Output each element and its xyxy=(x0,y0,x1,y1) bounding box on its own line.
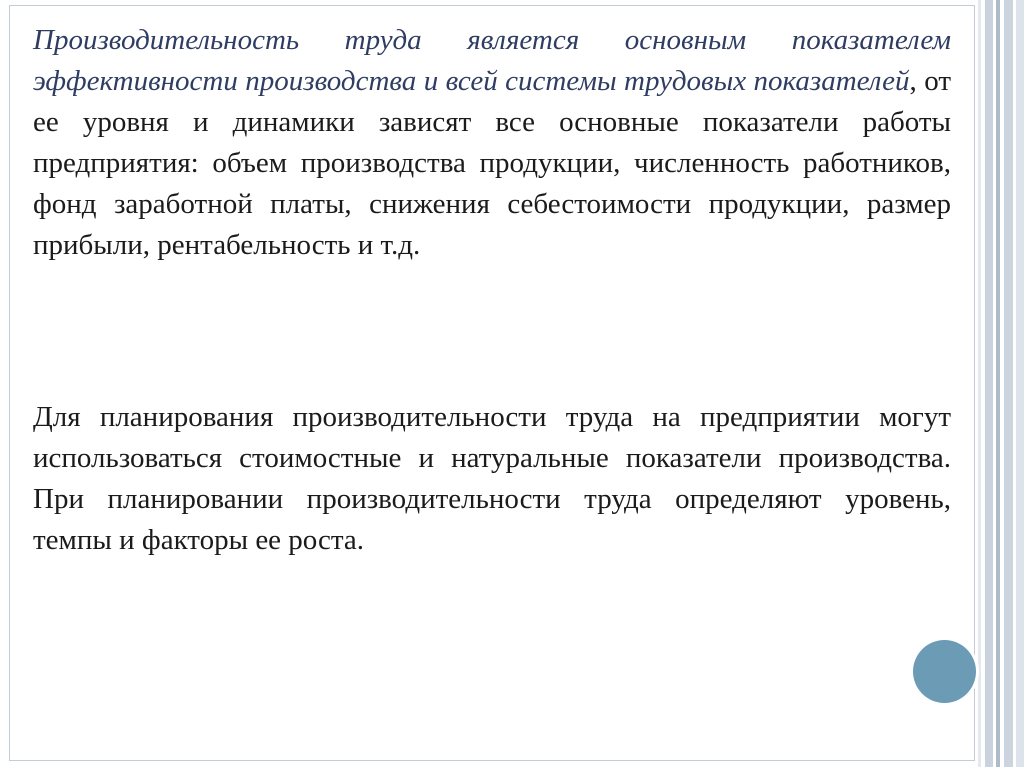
side-stripe xyxy=(996,0,1000,767)
decorative-side-stripes xyxy=(978,0,1024,767)
paragraph-productivity-planning: Для планирования производительности труда на предприятии могут использоваться стоимостные и натуральные показатели производства. При планировании производительности труда определяют уровень, темпы и факторы ее роста. xyxy=(33,401,951,556)
paragraph-body-text: , от ее уровня и динамики зависят все основные показатели работы предприятия: объем производства продукции, численность работников, фонд заработной платы, снижения себестоимости продукции, размер прибыли, рентабельность и т.д. xyxy=(33,65,951,261)
paragraph-italic-lead: Производительность труда является основным показателем эффективности производства и всей системы трудовых показателей xyxy=(33,24,951,97)
side-stripe xyxy=(978,0,981,767)
side-stripe xyxy=(1016,0,1024,767)
side-stripe xyxy=(985,0,993,767)
decorative-circle xyxy=(913,640,976,703)
paragraph-productivity-definition xyxy=(33,20,951,266)
side-stripe xyxy=(1004,0,1013,767)
